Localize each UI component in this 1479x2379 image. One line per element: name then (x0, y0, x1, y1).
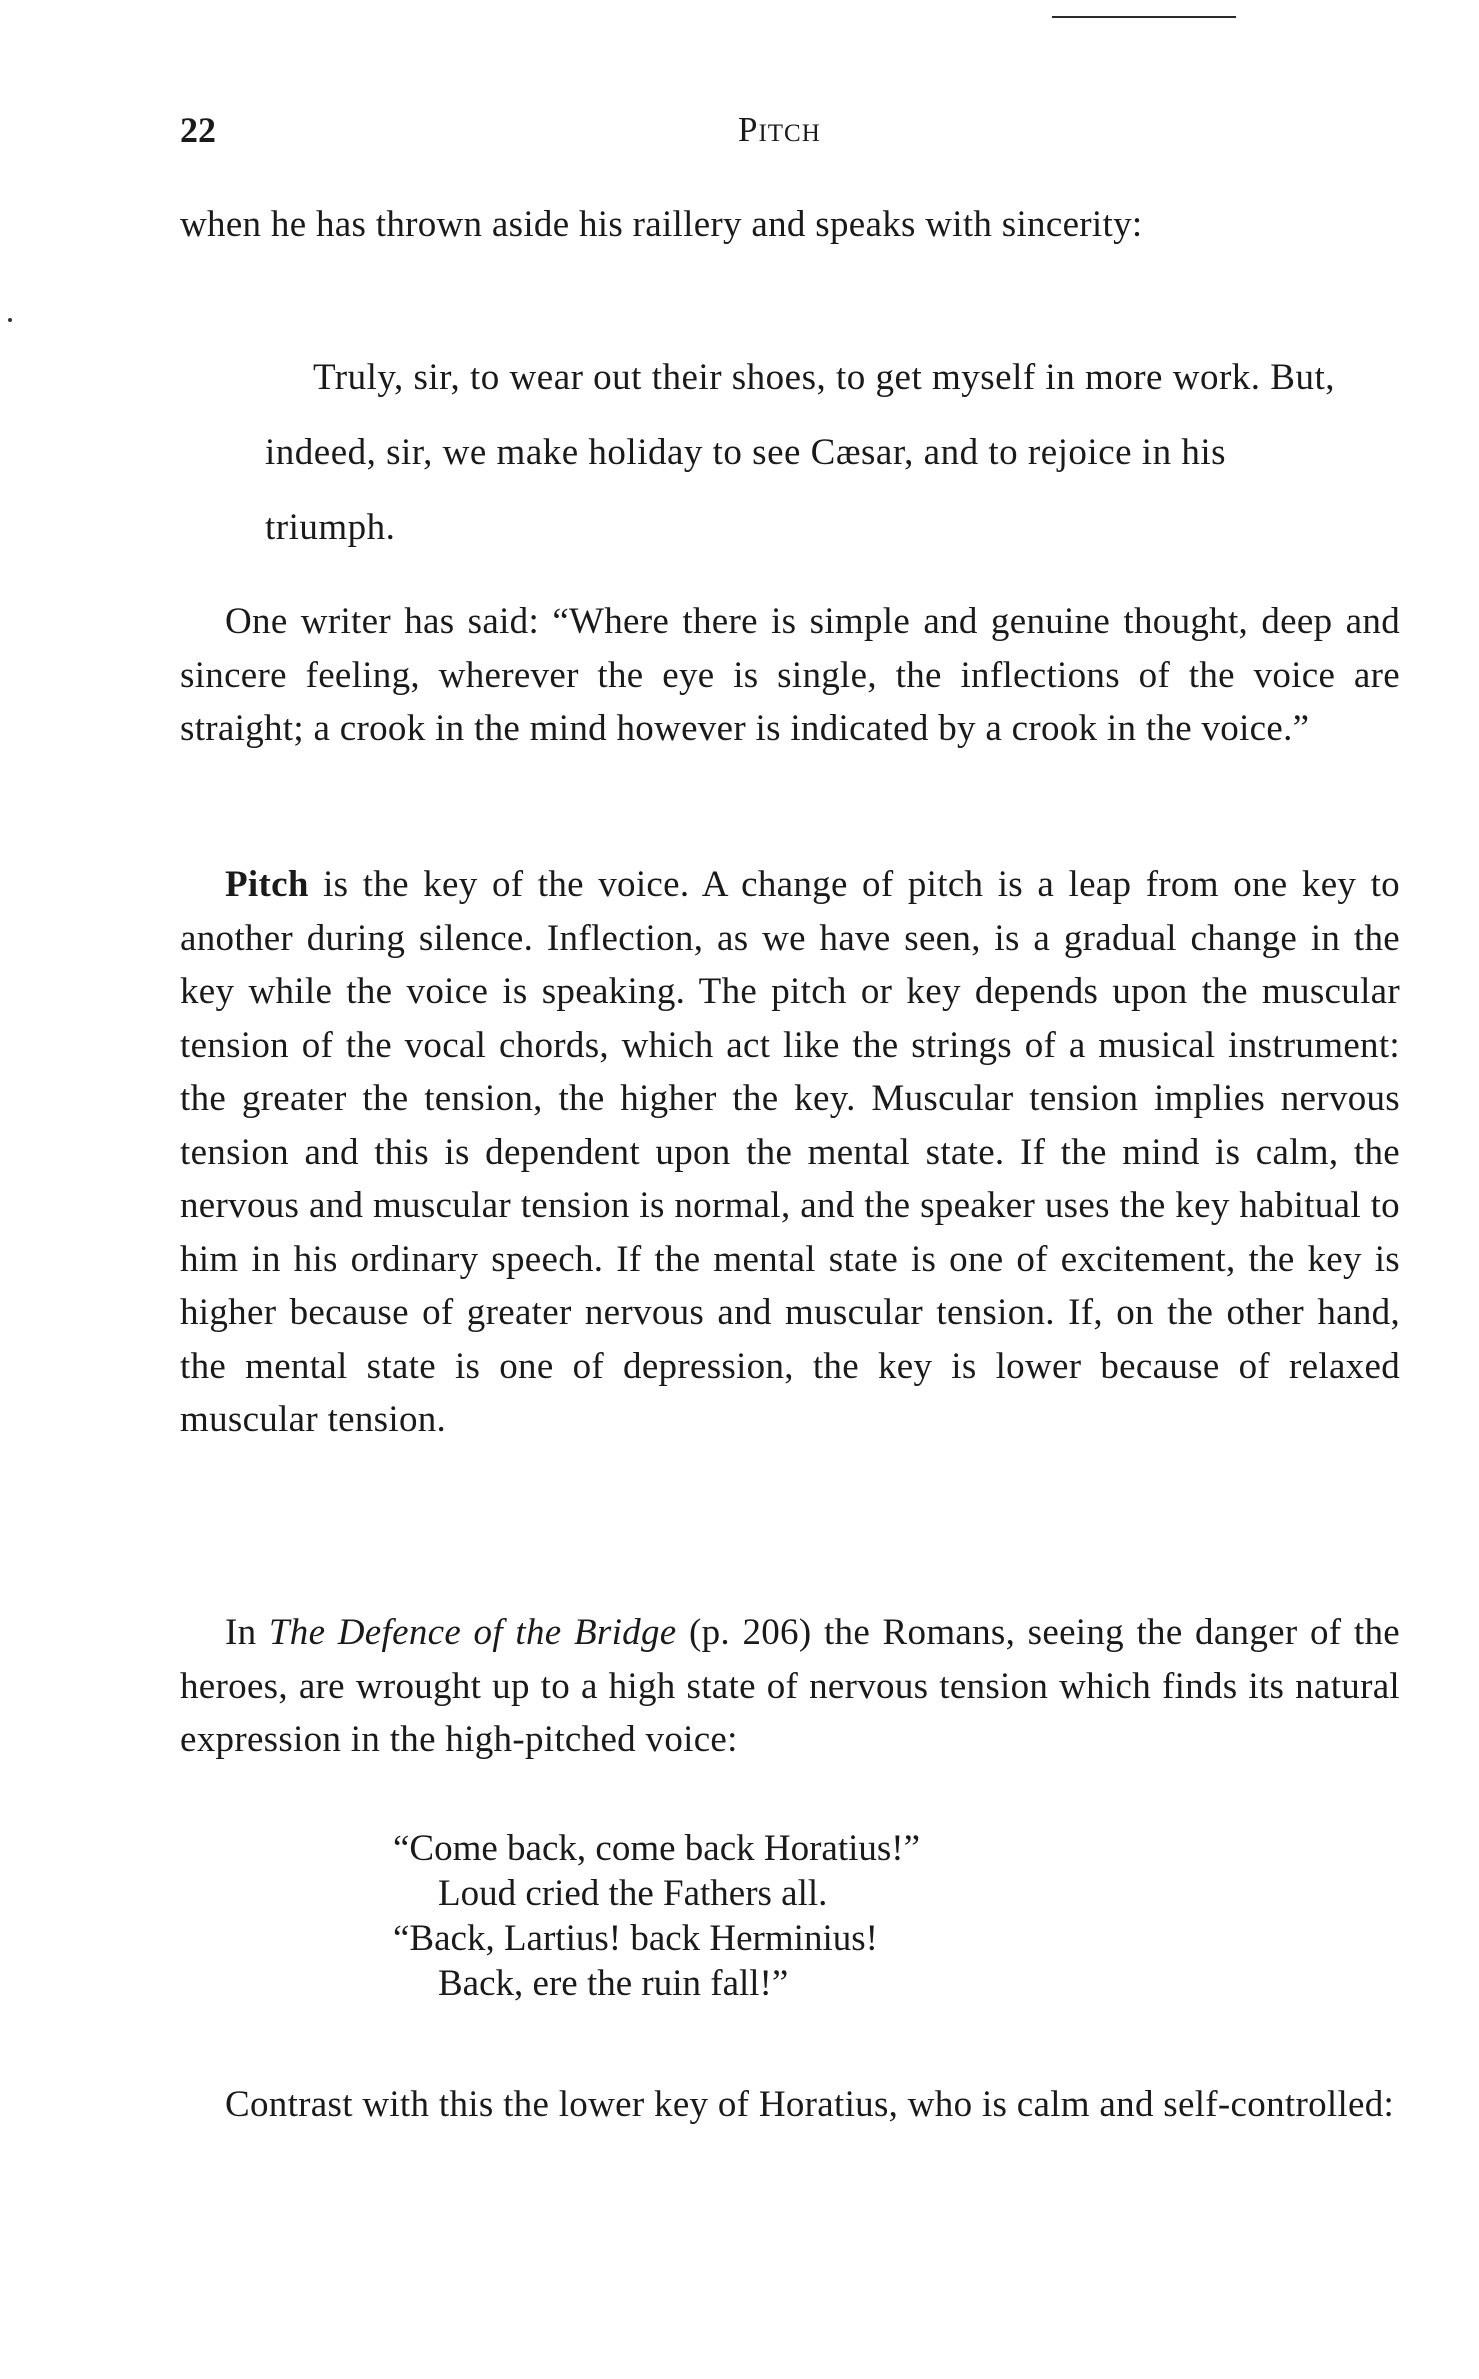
top-rule-line (1052, 16, 1236, 18)
writer-text: One writer has said: “Where there is simple and genuine thought, deep and sincere feeling, wherever the eye is single, the inflections of the voice are straight; a crook in the mind however is indicated by a crook in the voice.” (180, 601, 1400, 749)
pitch-body: is the key of the voice. A change of pitch is a leap from one key to another during silence. Inflection, as we have seen, is a gradual change in the key while the voice is speaking. The pitch or key depends upon the muscular tension of the vocal chords, which act like the strings of a musical instrument: the greater the tension, the higher the key. Muscular tension implies nervous tension and this is dependent upon the mental state. If the mind is calm, the nervous and muscular tension is normal, and the speaker uses the key habitual to him in his ordinary speech. If the mental state is one of excitement, the key is higher because of greater nervous and muscular tension. If, on the other hand, the mental state is one of depression, the key is lower because of relaxed muscular tension. (180, 864, 1400, 1440)
verse-line: “Come back, come back Horatius!” (393, 1828, 921, 1869)
verse-line: “Back, Lartius! back Herminius! (393, 1918, 878, 1959)
shakespeare-quote (265, 340, 1335, 565)
verse-line: Back, ere the ruin fall!” (438, 1963, 789, 2004)
bridge-title: The Defence of the Bridge (268, 1612, 677, 1653)
pitch-text (180, 858, 1400, 1447)
intro-text: when he has thrown aside his raillery and speaks with sincerity: (180, 204, 1143, 245)
verse-block (393, 1826, 1193, 2006)
bridge-paragraph (180, 1606, 1400, 1767)
page-number: 22 (180, 110, 216, 150)
contrast-paragraph (180, 2078, 1400, 2132)
bridge-text (180, 1606, 1400, 1767)
intro-paragraph (180, 198, 1400, 252)
contrast-text: Contrast with this the lower key of Horatius, who is calm and self-controlled: (225, 2084, 1395, 2125)
pitch-term: Pitch (225, 864, 309, 905)
writer-paragraph (180, 595, 1400, 756)
verse-line: Loud cried the Fathers all. (438, 1873, 828, 1914)
running-head-title: Pitch (738, 110, 821, 149)
bridge-body: (p. 206) the Romans, seeing the danger of the heroes, are wrought up to a high state of nervous tension which finds its natural expression in the high-pitched voice: (180, 1612, 1400, 1760)
ink-speck (8, 318, 12, 322)
pitch-paragraph (180, 858, 1400, 1447)
quote-text: Truly, sir, to wear out their shoes, to get myself in more work. But, indeed, sir, we make holiday to see Cæsar, and to rejoice in his triumph. (265, 357, 1335, 548)
bridge-lead: In (225, 1612, 257, 1653)
